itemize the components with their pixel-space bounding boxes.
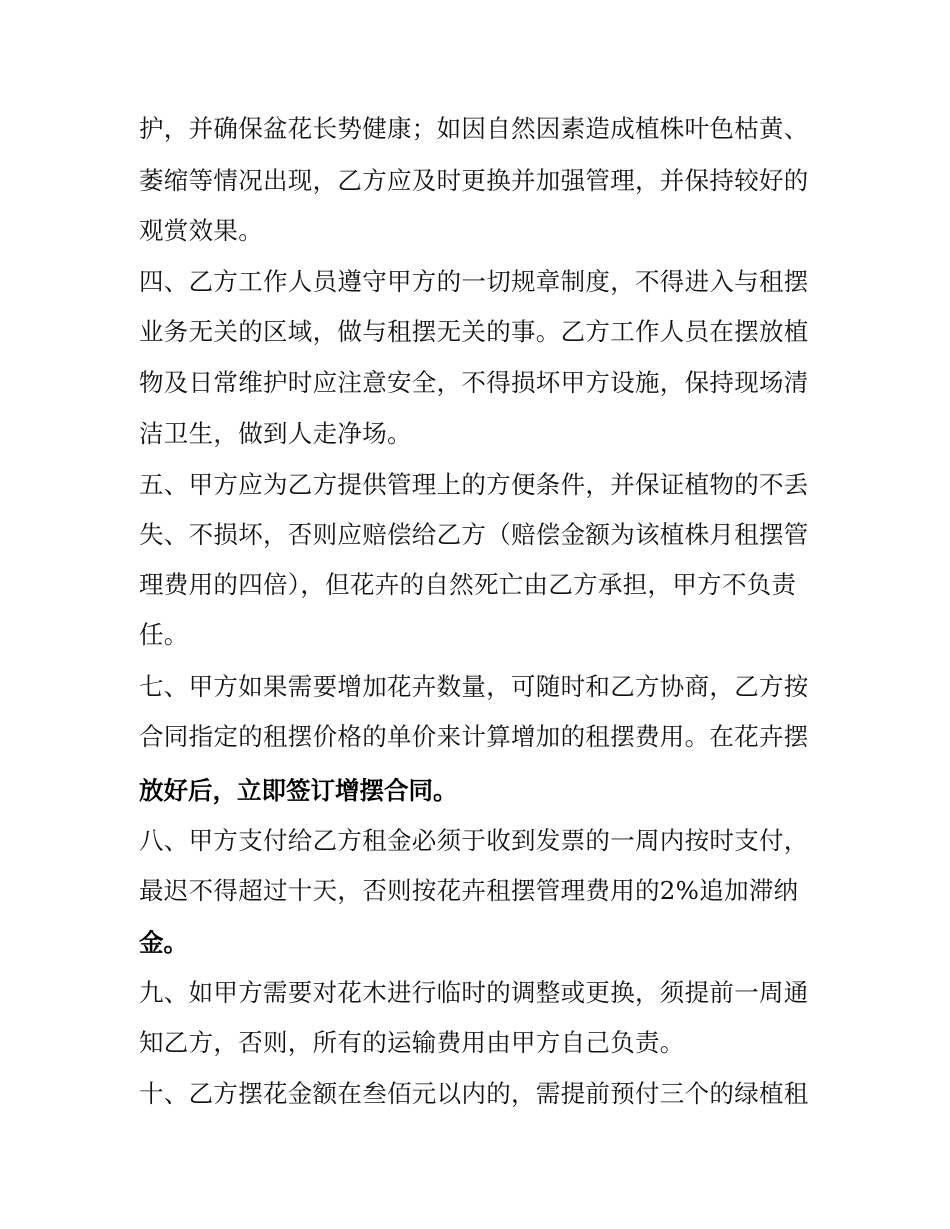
text-line: 观赏效果。: [139, 216, 263, 245]
text-line: 最迟不得超过十天，否则按花卉租摆管理费用的2%追加滞纳: [139, 876, 799, 905]
text-line: 业务无关的区域，做与租摆无关的事。乙方工作人员在摆放植: [139, 317, 809, 346]
text-line: 洁卫生，做到人走净场。: [139, 419, 412, 448]
text-line: 五、甲方应为乙方提供管理上的方便条件，并保证植物的不丢: [139, 470, 809, 499]
text-line: 七、甲方如果需要增加花卉数量，可随时和乙方协商，乙方按: [139, 672, 809, 701]
text-line: 萎缩等情况出现，乙方应及时更换并加强管理，并保持较好的: [139, 166, 809, 195]
text-line: 物及日常维护时应注意安全，不得损坏甲方设施，保持现场清: [139, 368, 809, 397]
text-line: 四、乙方工作人员遵守甲方的一切规章制度，不得进入与租摆: [139, 267, 809, 296]
text-line: 八、甲方支付给乙方租金必须于收到发票的一周内按时支付，: [139, 826, 809, 855]
text-line: 十、乙方摆花金额在叁佰元以内的，需提前预付三个的绿植租: [139, 1079, 809, 1108]
text-line: 护，并确保盆花长势健康；如因自然因素造成植株叶色枯黄、: [139, 114, 809, 143]
text-line: 合同指定的租摆价格的单价来计算增加的租摆费用。在花卉摆: [139, 722, 809, 751]
text-line: 九、如甲方需要对花木进行临时的调整或更换，须提前一周通: [139, 978, 809, 1007]
text-line: 任。: [139, 620, 189, 649]
text-line: 放好后，立即签订增摆合同。: [139, 776, 458, 805]
text-line: 知乙方，否则，所有的运输费用由甲方自己负责。: [139, 1028, 685, 1057]
text-line: 理费用的四倍），但花卉的自然死亡由乙方承担，甲方不负责: [139, 570, 797, 599]
text-line: 金。: [139, 928, 188, 957]
text-line: 失、不损坏，否则应赔偿给乙方（赔偿金额为该植株月租摆管: [139, 520, 809, 549]
